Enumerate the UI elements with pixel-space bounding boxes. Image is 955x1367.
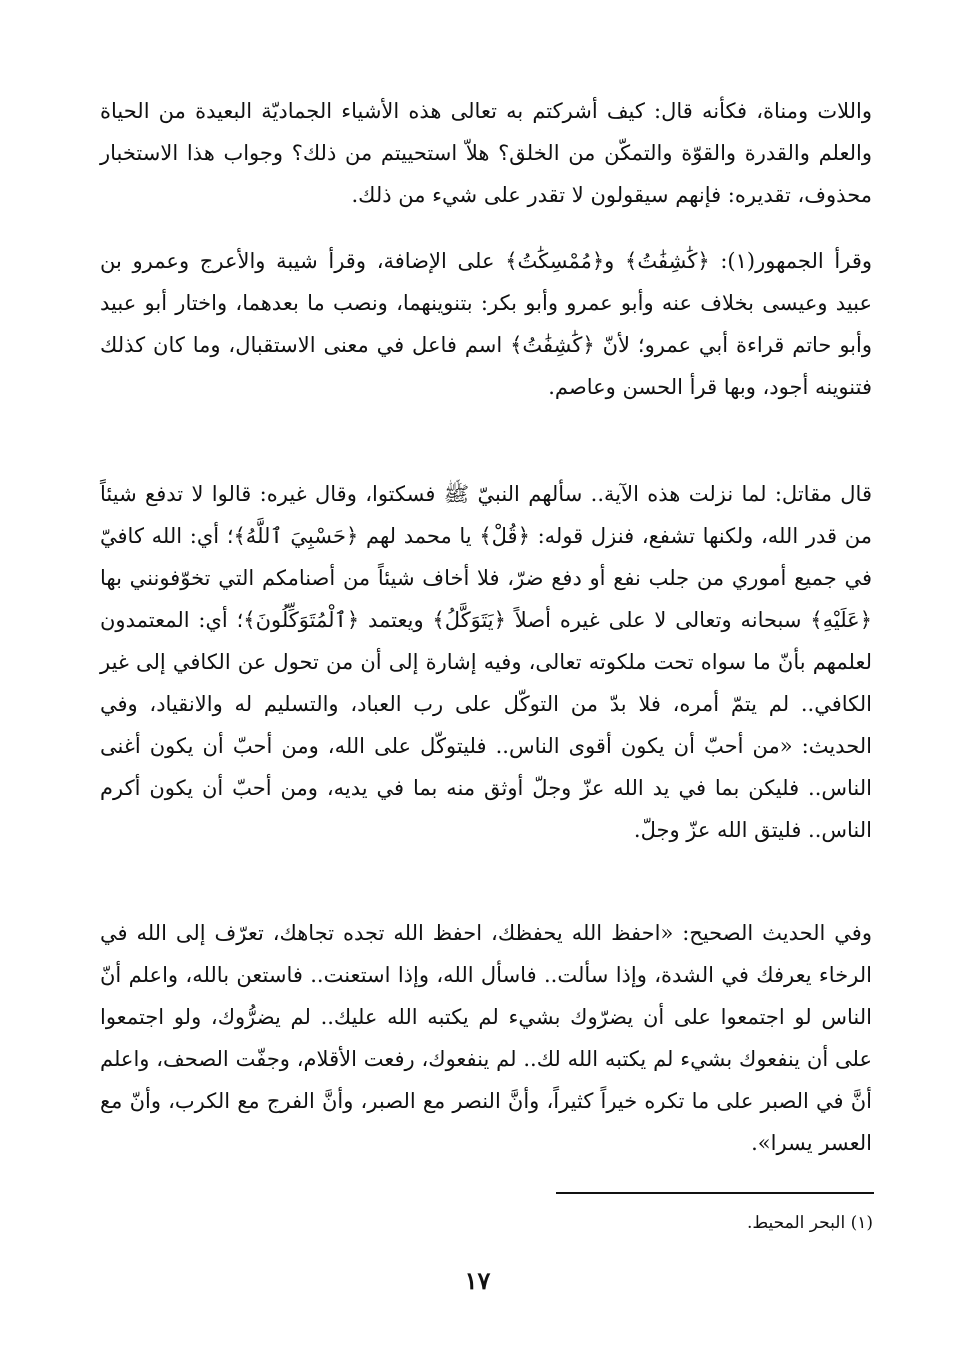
footnote-divider [556, 1192, 874, 1194]
page-number: ١٧ [464, 1266, 491, 1295]
paragraph-4: وفي الحديث الصحيح: «احفظ الله يحفظك، احفظ الله تجده تجاهك، تعرّف إلى الله في الرخاء يعرفك في الشدة، وإذا سألت.. فاسأل الله، وإذا استعنت.. فاستعن بالله، واعلم أنّ الناس لو اجتمعوا على أن يضرّوك بشيء لم يكتبه الله عليك.. لم يضرُّوك، ولو اجتمعوا على أن ينفعوك بشيء لم يكتبه الله لك.. لم ينفعوك، رفعت الأقلام، وجفّت الصحف، واعلم أنَّ في الصبر على ما تكره خيراً كثيراً، وأنَّ النصر مع الصبر، وأنَّ الفرج مع الكرب، وأنّ مع العسر يسرا». [100, 921, 872, 1155]
paragraph-3: قال مقاتل: لما نزلت هذه الآية.. سألهم النبيّ ﷺ فسكتوا، وقال غيره: قالوا لا تدفع شيئاً من قدر الله، ولكنها تشفع، فنزل قوله: ﴿قُلْ﴾ يا محمد لهم ﴿حَسْبِيَ ٱللَّهُ﴾؛ أي: الله كافيّ في جميع أموري من جلب نفع أو دفع ضرّ، فلا أخاف شيئاً من أصنامكم التي تخوّفونني بها ﴿عَلَيْهِ﴾ سبحانه وتعالى لا على غيره أصلاً ﴿يَتَوَكَّلُ﴾ ويعتمد ﴿ٱلْمُتَوَكِّلُونَ﴾؛ أي: المعتمدون لعلمهم بأنّ ما سواه تحت ملكوته تعالى، وفيه إشارة إلى أن من تحول عن الكافي إلى غير الكافي.. لم يتمّ أمره، فلا بدّ من التوكّل على رب العباد، والتسليم له والانقياد، وفي الحديث: «من أحبّ أن يكون أقوى الناس.. فليتوكّل على الله، ومن أحبّ أن يكون أغنى الناس.. فليكن بما في يد الله عزّ وجلّ أوثق منه بما في يديه، ومن أحبّ أن يكون أكرم الناس.. فليتق الله عزّ وجلّ. [100, 482, 872, 842]
paragraph-2: وقرأ الجمهور(١): ﴿كَٰشِفَٰتُ﴾ و﴿مُمْسِكَٰتُ﴾ على الإضافة، وقرأ شيبة والأعرج وعمرو بن عبيد وعيسى بخلاف عنه وأبو عمرو وأبو بكر: بتنوينهما، ونصب ما بعدهما، واختار أبو عبيد وأبو حاتم قراءة أبي عمرو؛ لأنّ ﴿كَٰشِفَٰتُ﴾ اسم فاعل في معنى الاستقبال، وما كان كذلك فتنوينه أجود، وبها قرأ الحسن وعاصم. [100, 249, 872, 399]
paragraph-1: واللات ومناة، فكأنه قال: كيف أشركتم به تعالى هذه الأشياء الجماديّة البعيدة من الحياة والعلم والقدرة والقوّة والتمكّن من الخلق؟ هلاّ استحييتم من ذلك؟ وجواب هذا الاستخبار محذوف، تقديره: فإنهم سيقولون لا تقدر على شيء من ذلك. [100, 99, 872, 207]
footnote: (١) البحر المحيط. [747, 1213, 873, 1233]
